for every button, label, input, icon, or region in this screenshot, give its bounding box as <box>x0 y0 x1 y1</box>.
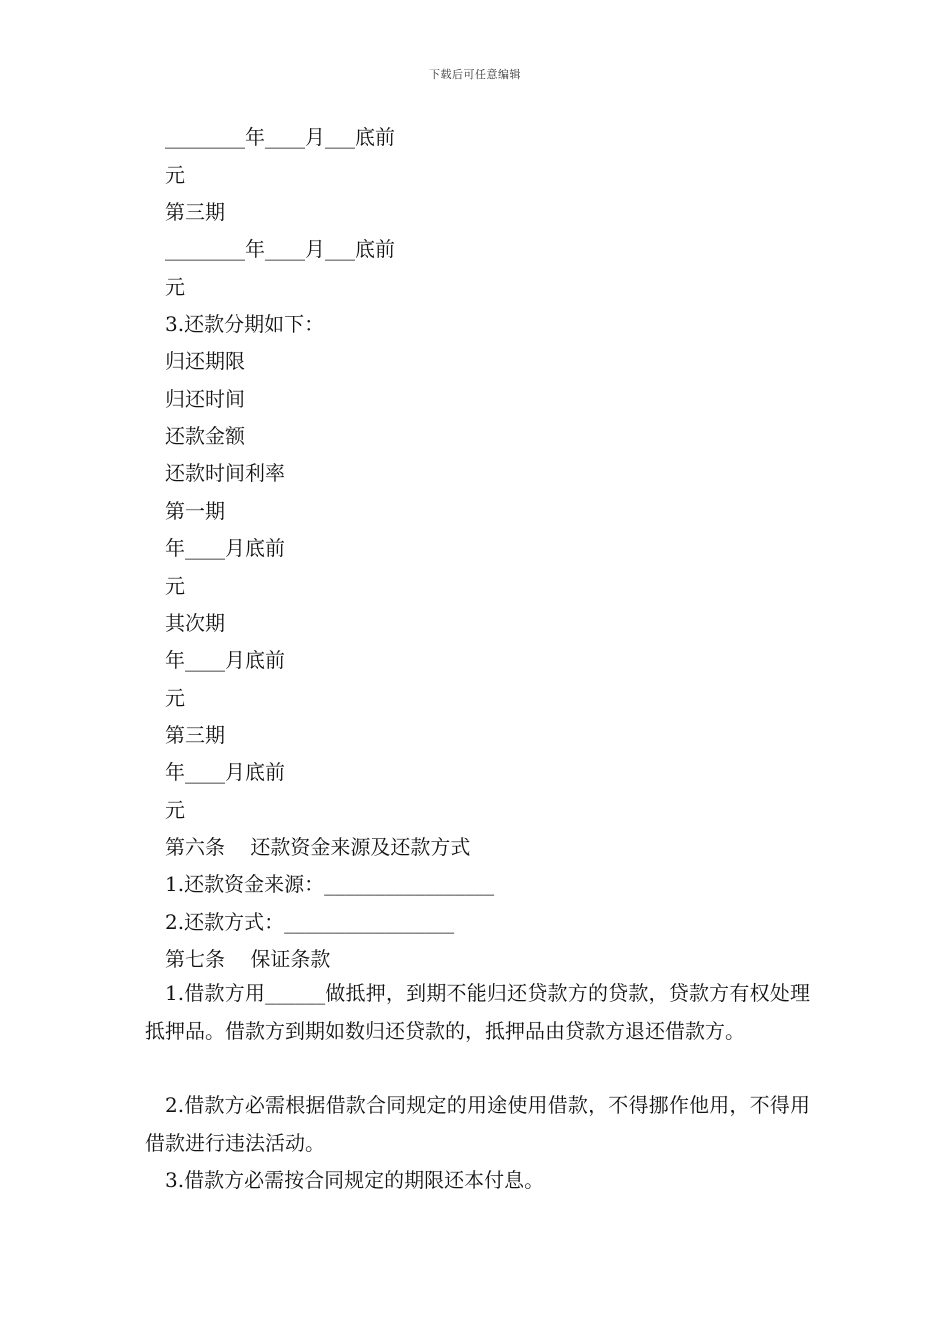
clause-paragraph: 1.借款方用______做抵押，到期不能归还贷款方的贷款，贷款方有权处理抵押品。借款方到期如数归还贷款的，抵押品由贷款方退还借款方。 <box>145 981 810 1043</box>
schedule-line: 第三期 <box>165 200 225 224</box>
clause-line: 1.还款资金来源：_________________ <box>165 872 495 896</box>
article-heading: 第七条 保证条款 <box>165 947 331 971</box>
schedule-line: 元 <box>165 163 185 187</box>
clause-line: 2.还款方式：_________________ <box>165 910 455 934</box>
article-heading: 第六条 还款资金来源及还款方式 <box>165 835 471 859</box>
schedule-line: 年____月底前 <box>165 536 285 560</box>
page-header-note: 下载后可任意编辑 <box>429 68 521 81</box>
schedule-line: ________年____月___底前 <box>165 125 395 149</box>
schedule-line: 还款金额 <box>165 424 245 448</box>
schedule-line: 其次期 <box>165 611 225 635</box>
schedule-line: 元 <box>165 275 185 299</box>
schedule-line: ________年____月___底前 <box>165 237 395 261</box>
schedule-line: 年____月底前 <box>165 648 285 672</box>
schedule-line: 归还时间 <box>165 387 245 411</box>
schedule-line: 元 <box>165 574 185 598</box>
schedule-line: 归还期限 <box>165 349 245 373</box>
schedule-line: 3.还款分期如下： <box>165 312 325 336</box>
schedule-line: 第一期 <box>165 499 225 523</box>
clause-paragraph: 2.借款方必需根据借款合同规定的用途使用借款，不得挪作他用，不得用借款进行违法活动。 <box>145 1093 810 1155</box>
schedule-line: 元 <box>165 686 185 710</box>
schedule-line: 还款时间利率 <box>165 461 285 485</box>
schedule-line: 第三期 <box>165 723 225 747</box>
schedule-line: 年____月底前 <box>165 760 285 784</box>
schedule-line: 元 <box>165 798 185 822</box>
clause-paragraph: 3.借款方必需按合同规定的期限还本付息。 <box>165 1168 545 1192</box>
